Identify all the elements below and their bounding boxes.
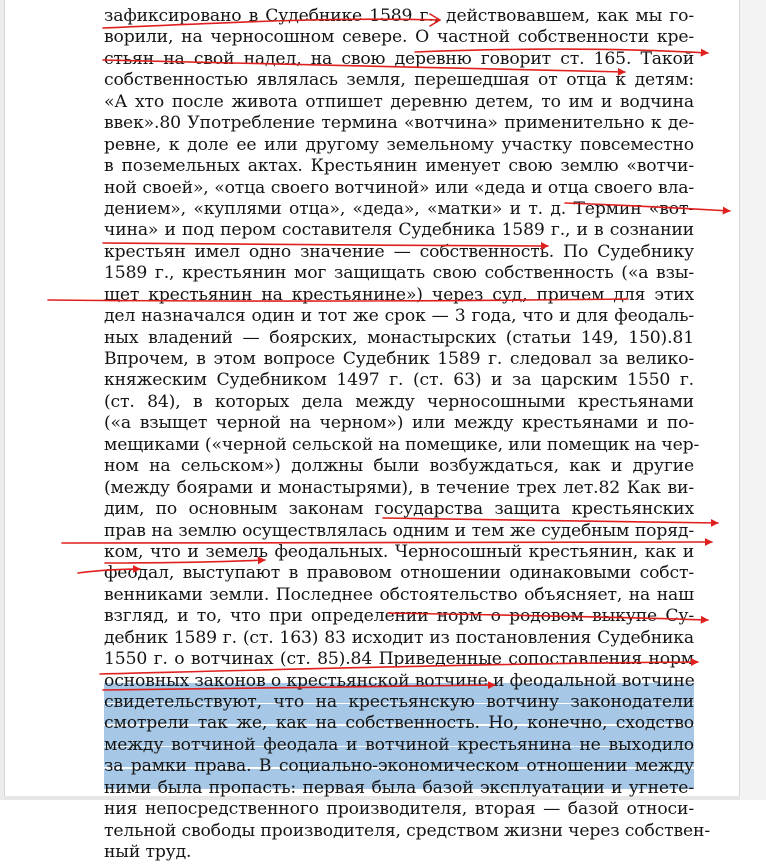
- text-line: ный труд.: [104, 842, 192, 863]
- text-line: ними была пропасть: первая была базой эксплуатации и угнете-: [104, 777, 694, 798]
- text-line: между вотчиной феодала и вотчиной крестьянина не выходило: [104, 734, 694, 755]
- text-line: ных владений — боярских, монастырских (статьи 149, 150).81: [104, 327, 694, 348]
- text-line: собственностью являлась земля, перешедшая от отца к детям:: [104, 70, 694, 91]
- text-line: взгляд, и то, что при определении норм о родовом выкупе Су-: [104, 606, 694, 627]
- text-line: ной своей», «отца своего вотчиной» или «деда и отца своего вла-: [104, 177, 694, 198]
- text-line: прав на землю осуществлялась одним и тем же судебным поряд-: [104, 520, 694, 541]
- text-line: 1589 г., крестьянин мог защищать свою собственность («а взы-: [104, 263, 694, 284]
- text-line: тельной свободы производителя, средством жизни через собствен-: [104, 820, 711, 841]
- text-line: основных законов о крестьянской вотчине и феодальной вотчине: [104, 670, 695, 691]
- text-line: стьян на свой надел, на свою деревню говорит ст. 165. Такой: [104, 48, 694, 69]
- text-line: ном на сельском») должны были возбуждаться, как и другие: [104, 456, 694, 477]
- text-line: дел назначался один и тот же срок — 3 года, что и для феодаль-: [104, 306, 694, 327]
- text-line: за рамки права. В социально-экономическом отношении между: [104, 756, 694, 777]
- text-line: княжеским Судебником 1497 г. (ст. 63) и за царским 1550 г.: [104, 370, 694, 391]
- text-line: крестьян имел одно значение — собственность. По Судебнику: [104, 241, 694, 262]
- text-line: дим, по основным законам государства защита крестьянских: [104, 499, 694, 520]
- text-line: (между боярами и монастырями), в течение трех лет.82 Как ви-: [104, 477, 694, 498]
- text-line: ввек».80 Употребление термина «вотчина» применительно к де-: [104, 113, 694, 134]
- text-line: в поземельных актах. Крестьянин именует свою землю «вотчи-: [104, 156, 694, 177]
- text-line: чина» и под пером составителя Судебника 1589 г., и в сознании: [104, 220, 694, 241]
- text-line: щет крестьянин на крестьянине») через суд, причем для этих: [104, 284, 694, 305]
- text-line: венниками земли. Последнее обстоятельство объясняет, на наш: [104, 584, 694, 605]
- right-scroll-gutter[interactable]: [739, 0, 766, 800]
- text-line: ния непосредственного производителя, вторая — базой относи-: [104, 799, 694, 820]
- text-line: «А хто после живота отпишет деревню детем, то им и водчина: [104, 91, 694, 112]
- text-line: дебник 1589 г. (ст. 163) 83 исходит из постановления Судебника: [104, 627, 694, 648]
- text-line: ворили, на черносошном севере. О частной собственности кре-: [104, 27, 694, 48]
- text-line: смотрели так же, как на собственность. Но, конечно, сходство: [104, 713, 694, 734]
- text-line: феодал, выступают в правовом отношении одинаковыми собст-: [104, 563, 694, 584]
- text-line: (ст. 84), в которых дела между черносошными крестьянами: [104, 391, 694, 412]
- text-line: свидетельствуют, что на крестьянскую вотчину законодатели: [104, 692, 694, 712]
- text-line: мещиками («черной сельской на помещике, или помещик на чер-: [104, 434, 700, 455]
- text-line: ком, что и земель феодальных. Черносошный крестьянин, как и: [104, 541, 694, 562]
- text-line: Впрочем, в этом вопросе Судебник 1589 г. следовал за велико-: [104, 349, 694, 369]
- text-column: [104, 6, 711, 863]
- text-line: дением», «куплями отца», «деда», «матки» и т. д. Термин «вот-: [104, 198, 694, 219]
- text-line: зафиксировано в Судебнике 1589 г., действовавшем, как мы го-: [104, 6, 694, 26]
- text-line: ревне, к доле ее или другому земельному участку повсеместно: [104, 134, 694, 155]
- left-edge-bar: [0, 0, 5, 800]
- text-line: («а взыщет черной на черном») или между крестьянами и по-: [104, 413, 694, 434]
- text-line: 1550 г. о вотчинах (ст. 85).84 Приведенные сопоставления норм: [104, 649, 694, 670]
